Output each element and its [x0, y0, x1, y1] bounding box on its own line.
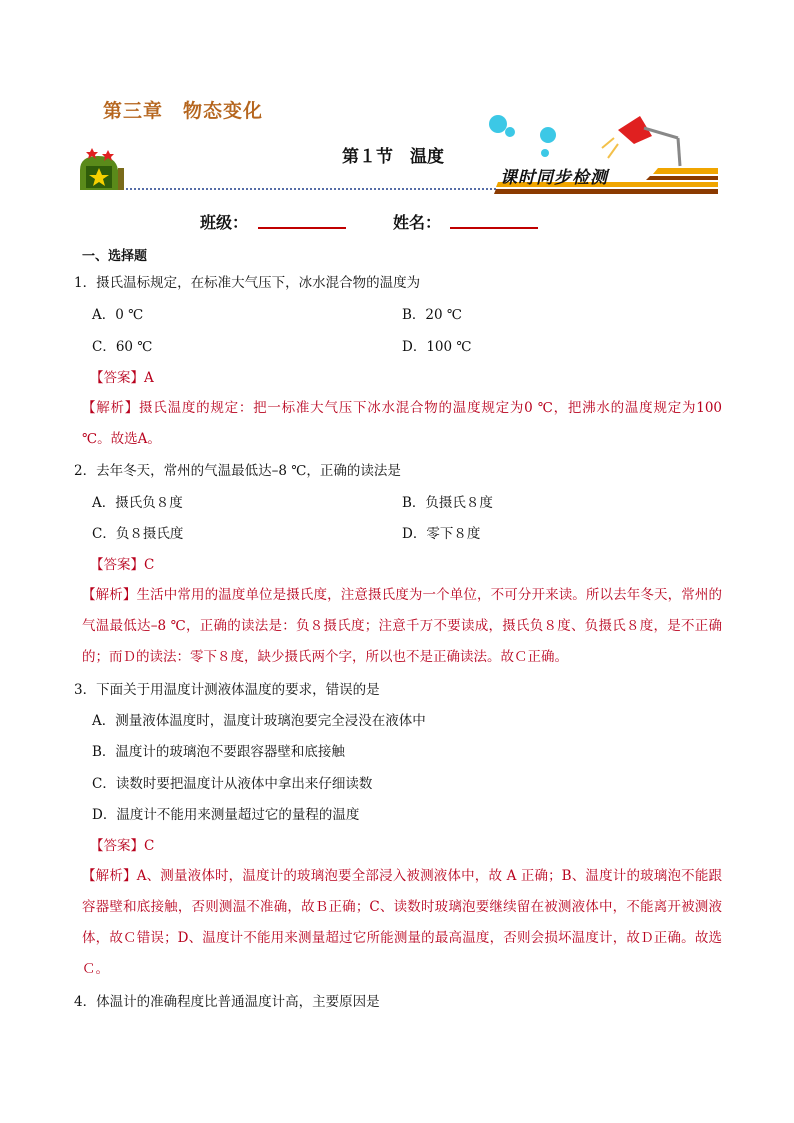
option: D．温度计不能用来测量超过它的量程的温度	[92, 807, 360, 823]
question-stem: 1．摄氏温标规定，在标准大气压下，冰水混合物的温度为	[74, 275, 421, 291]
name-label: 姓名：	[393, 213, 442, 232]
answer-value: A	[144, 370, 154, 386]
answer-tag: 【答案】	[90, 838, 144, 854]
option: A．0 ℃	[92, 307, 144, 323]
option: C．负８摄氏度	[92, 526, 184, 542]
analysis-text	[82, 393, 722, 455]
bubble-icon	[541, 149, 549, 157]
option: B．负摄氏８度	[402, 495, 493, 511]
analysis-text	[82, 861, 722, 985]
answer-line	[90, 837, 154, 855]
option: B．20 ℃	[402, 307, 462, 323]
answer-value: C	[144, 838, 155, 854]
class-field[interactable]	[258, 227, 346, 229]
answer-line	[90, 369, 154, 387]
desk-lamp-icon	[602, 116, 680, 166]
bubble-icon	[540, 127, 556, 143]
analysis-tag: 【解析】	[82, 587, 137, 603]
answer-line	[90, 556, 154, 574]
analysis-text	[82, 580, 722, 673]
question-stem: 3．下面关于用温度计测液体温度的要求，错误的是	[74, 682, 380, 698]
option: D．零下８度	[402, 526, 481, 542]
option: D．100 ℃	[402, 339, 472, 355]
analysis-tag: 【解析】	[82, 400, 140, 416]
name-field[interactable]	[450, 227, 538, 229]
analysis-body: A、测量液体时，温度计的玻璃泡要全部浸入被测液体中，故 A 正确；B、温度计的玻璃泡不能跟容器壁和底接触，否则测温不准确，故Ｂ正确；C、读数时玻璃泡要继续留在被测液体中，不能离开被测液体，故Ｃ错误；D、温度计不能用来测量超过它所能测量的最高温度，否则会损坏温度计，故Ｄ正确。故选Ｃ。	[82, 868, 722, 977]
option: C．60 ℃	[92, 339, 153, 355]
chapter-title: 第三章 物态变化	[103, 100, 264, 122]
star-badge-icon	[80, 148, 124, 190]
question-stem: 2．去年冬天，常州的气温最低达–8 ℃，正确的读法是	[74, 463, 401, 479]
section-title: 第１节 温度	[342, 147, 444, 167]
option: C．读数时要把温度计从液体中拿出来仔细读数	[92, 776, 373, 792]
part-heading: 一、选择题	[82, 249, 148, 264]
bubble-icon	[505, 127, 515, 137]
analysis-body: 生活中常用的温度单位是摄氏度，注意摄氏度为一个单位，不可分开来读。所以去年冬天，常州的气温最低达–8 ℃，正确的读法是：负８摄氏度；注意千万不要读成，摄氏负８度、负摄氏８度，是不正确的；而Ｄ的读法：零下８度，缺少摄氏两个字，所以也不是正确读法。故Ｃ正确。	[82, 587, 723, 665]
bubble-icon	[489, 115, 507, 133]
answer-value: C	[144, 557, 155, 573]
analysis-tag: 【解析】	[82, 868, 137, 884]
question-stem: 4．体温计的准确程度比普通温度计高，主要原因是	[74, 994, 380, 1010]
answer-tag: 【答案】	[90, 557, 144, 573]
class-label: 班级：	[200, 213, 249, 232]
answer-tag: 【答案】	[90, 370, 144, 386]
option: A．摄氏负８度	[92, 495, 183, 511]
banner-title: 课时同步检测	[500, 168, 608, 188]
option: A．测量液体温度时，温度计玻璃泡要完全浸没在液体中	[92, 713, 426, 729]
analysis-body: 摄氏温度的规定：把一标准大气压下冰水混合物的温度规定为0 ℃，把沸水的温度规定为100 ℃。故选A。	[82, 400, 722, 447]
option: B．温度计的玻璃泡不要跟容器壁和底接触	[92, 744, 345, 760]
